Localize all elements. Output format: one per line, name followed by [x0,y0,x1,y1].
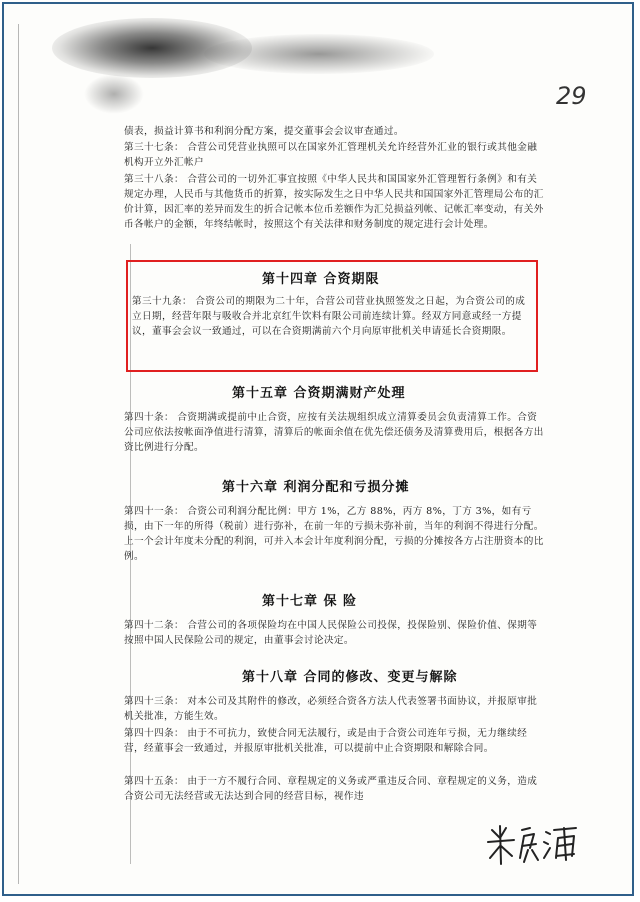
article-42: 第四十二条： 合营公司的各项保险均在中国人民保险公司投保，投保险别、保险价值、保期等按照中国人民保险公司的规定，由董事会讨论决定。 [124,620,538,646]
scanned-page [4,4,632,894]
chapter-14-title: 第十四章 合资期限 [262,272,380,287]
article-44: 第四十四条： 由于不可抗力，致使合同无法履行，或是由于合资公司连年亏损，无力继续经营，经董事会一致通过，并报原审批机关批准，可以提前中止合资期限和解除合同。 [124,728,528,754]
article-43: 第四十三条： 对本公司及其附件的修改，必须经合资各方法人代表签署书面协议，并报原审批机关批准，方能生效。 [124,696,538,722]
article-45: 第四十五条： 由于一方不履行合同、章程规定的义务或严重违反合同、章程规定的义务，造成合资公司无法经营或无法达到合同的经营目标，视作违 [124,776,538,802]
article-37: 第三十七条： 合营公司凭营业执照可以在国家外汇管理机关允许经营外汇业的银行或其他金融机构开立外汇帐户 [124,142,538,168]
chapter-17-title: 第十七章 保 险 [262,594,358,609]
chapter-15-title: 第十五章 合资期满财产处理 [232,386,406,401]
handwritten-signature [484,812,584,872]
ink-smudge [84,74,144,114]
article-38: 第三十八条： 合营公司的一切外汇事宜按照《中华人民共和国国家外汇管理暂行条例》和有关规定办理，人民币与其他货币的折算，按实际发生之日中华人民共和国国家外汇管理局公布的汇价计算，因汇率的差异而发生的折合记帐本位币差额作为汇兑损益列帐、记帐汇率变动，有关外币各帐户的金额，年终结帐时，按照这个有关法律和财务制度的规定进行会计处理。 [124,174,544,230]
article-40: 第四十条： 合资期满或提前中止合资，应按有关法规组织成立清算委员会负责清算工作。合资公司应依法按帐面净值进行清算，清算后的帐面余值在优先偿还债务及清算费用后，根据各方出资比例进行分配。 [124,412,544,453]
article-41: 第四十一条： 合资公司利润分配比例：甲方 1%，乙方 88%，丙方 8%，丁方 3%，如有亏损，由下一年的所得（税前）进行弥补，在前一年的亏损未弥补前，当年的利润不得进行分配。上一个会计年度未分配的利润，可并入本会计年度利润分配，亏损的分摊按各方占注册资本的比例。 [124,506,544,562]
scan-edge-line [18,24,19,884]
document-frame [2,2,634,896]
intro-line: 债表，损益计算书和利润分配方案，提交董事会会议审查通过。 [124,126,404,137]
chapter-16-title: 第十六章 利润分配和亏损分摊 [222,480,410,495]
handwritten-page-number: 29 [556,82,587,110]
ink-smudge [204,34,434,74]
article-39: 第三十九条： 合资公司的期限为二十年，合营公司营业执照签发之日起，为合资公司的成立日期，经营年限与吸收合并北京红牛饮料有限公司前连续计算。经双方同意或经一方提议，董事会会议一致通过，可以在合资期满前六个月向原审批机关申请延长合资期限。 [132,296,526,337]
chapter-18-title: 第十八章 合同的修改、变更与解除 [242,670,458,685]
